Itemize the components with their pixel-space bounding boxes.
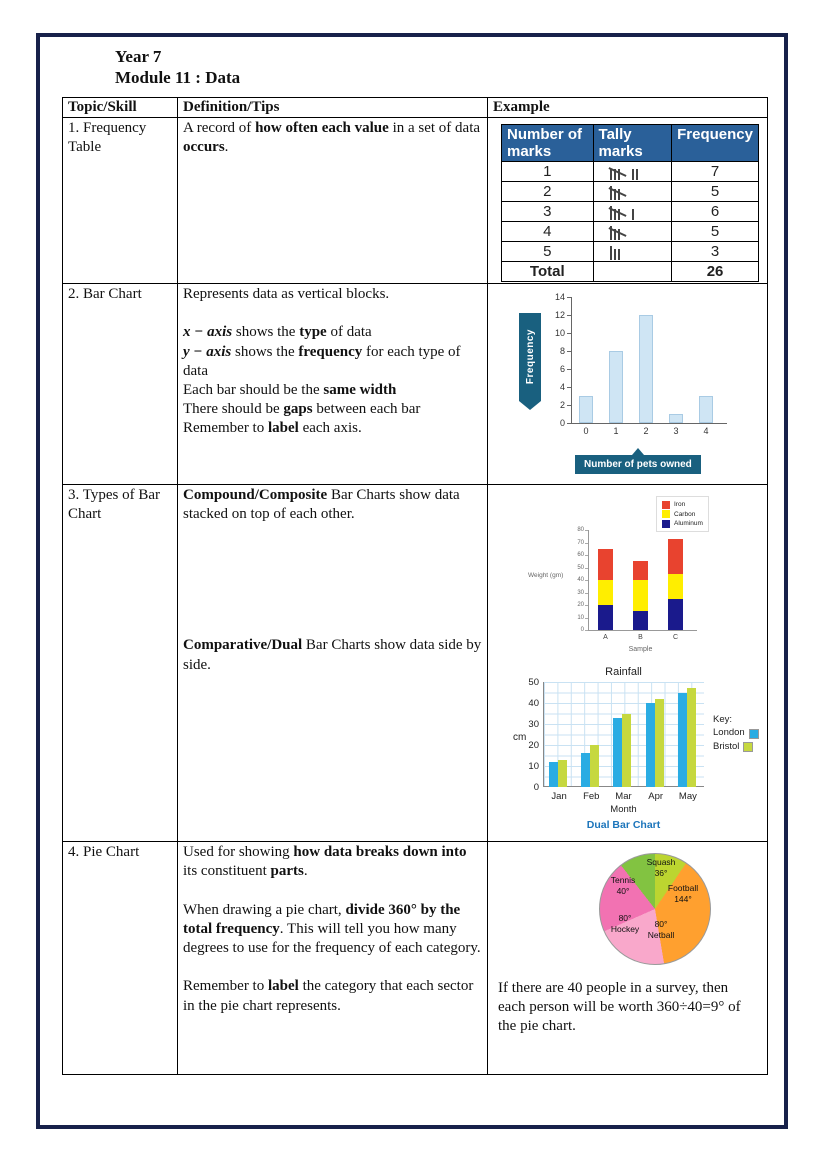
y-tick-label: 8 [559, 346, 565, 356]
legend [656, 496, 709, 532]
stack-segment [633, 580, 648, 611]
bar [639, 315, 653, 423]
freq-row [502, 182, 759, 202]
bar-chart-graphic [511, 287, 751, 483]
legend-label: Carbon [674, 510, 696, 518]
y-tick-label: 50 [528, 677, 539, 688]
legend-entry [713, 727, 759, 739]
x-tick-label: 0 [583, 426, 589, 436]
legend-swatch [743, 742, 753, 752]
freq-cell: 2 [502, 182, 594, 202]
stack-segment [598, 580, 613, 605]
x-tick-label: 1 [613, 426, 619, 436]
tally-group-of-five [610, 187, 625, 198]
tally-group-of-five [610, 207, 625, 218]
example-bar-chart [488, 284, 768, 485]
x-tick-label: Apr [648, 791, 664, 802]
compound-bar-chart-graphic [528, 496, 758, 658]
col-header-definition-tips: Definition/Tips [178, 98, 488, 118]
legend-swatch [662, 520, 670, 528]
row-pie-chart [63, 842, 768, 1075]
y-tick-label: 20 [577, 602, 584, 608]
chart-caption: Dual Bar Chart [586, 819, 661, 831]
bar [646, 703, 655, 787]
y-tick-label: 4 [559, 382, 565, 392]
pie-slice-label-squash: Squash 36° [646, 857, 676, 878]
stack-segment [668, 539, 683, 574]
bar [558, 760, 567, 787]
bar [678, 693, 687, 788]
y-tick-label: 50 [577, 564, 584, 571]
topic-bar-chart: 2. Bar Chart [63, 284, 178, 485]
legend-swatch [662, 510, 670, 518]
x-tick-label: 2 [643, 426, 649, 436]
y-tick-label: 40 [528, 698, 539, 709]
bar [687, 688, 696, 787]
y-tick-label: 10 [528, 761, 539, 772]
definition-types-bar-chart [178, 485, 488, 842]
tally-group-of-five [610, 227, 625, 238]
bar [590, 745, 599, 787]
legend [713, 714, 759, 753]
row-frequency-table [63, 118, 768, 284]
x-axis [571, 423, 727, 424]
y-tick-label: 12 [554, 310, 565, 320]
stack-segment [668, 574, 683, 599]
legend-label: London [713, 727, 745, 739]
stack-segment [598, 605, 613, 630]
freq-cell: 7 [672, 162, 759, 182]
pie-slice-label-football: Football 144° [667, 883, 699, 904]
freq-cell: 5 [502, 242, 594, 262]
freq-cell: 5 [672, 222, 759, 242]
y-tick-label: 14 [554, 292, 565, 302]
freq-cell: 1 [502, 162, 594, 182]
page-border [36, 33, 788, 1129]
doc-title-module: Module 11 : Data [115, 68, 241, 88]
y-tick-label: 10 [577, 614, 584, 621]
x-tick-label: Mar [615, 791, 632, 802]
freq-row [502, 222, 759, 242]
freq-cell [593, 262, 672, 282]
bar [622, 714, 631, 788]
legend-swatch [749, 729, 759, 739]
knowledge-organiser-table [62, 97, 768, 1075]
tally-singles [632, 207, 636, 218]
freq-cell: Total [502, 262, 594, 282]
definition-frequency-table: A record of how often each value in a set of data occurs. [178, 118, 488, 284]
topic-types-bar-chart: 3. Types of Bar Chart [63, 485, 178, 842]
definition-comparative: Comparative/Dual Bar Charts show data side by side. [183, 637, 482, 673]
bar [579, 396, 593, 423]
freq-cell: 4 [502, 222, 594, 242]
freq-col-header: Tally marks [593, 125, 672, 162]
x-axis [588, 630, 697, 631]
pie-example-note: If there are 40 people in a survey, then each person will be worth 360÷40=9° of the pie chart. [498, 980, 741, 1035]
document-title [115, 46, 784, 89]
row-bar-chart [63, 284, 768, 485]
freq-cell [593, 242, 672, 262]
legend-label: Iron [674, 501, 686, 508]
example-types-bar-chart [488, 485, 768, 842]
col-header-topic-skill: Topic/Skill [63, 98, 178, 118]
pie-chart-graphic [581, 851, 741, 971]
y-tick-label: 6 [559, 364, 565, 374]
definition-compound: Compound/Composite Bar Charts show data stacked on top of each other. [183, 487, 460, 523]
y-tick-label: 60 [577, 552, 584, 558]
pie-slice-label-hockey: 80° Hockey [610, 913, 640, 934]
y-axis-label-ribbon [519, 313, 541, 401]
stack-segment [668, 599, 683, 630]
freq-cell: 3 [672, 242, 759, 262]
bar [581, 753, 590, 787]
topic-pie-chart: 4. Pie Chart [63, 842, 178, 1075]
topic-frequency-table: 1. Frequency Table [63, 118, 178, 284]
y-tick-label: 10 [554, 328, 565, 338]
x-tick-label: B [638, 634, 643, 641]
chart-title: Rainfall [605, 666, 642, 678]
y-tick-label: 80 [577, 527, 584, 533]
y-tick-label: 0 [533, 782, 539, 793]
freq-cell [593, 222, 672, 242]
freq-cell: 6 [672, 202, 759, 222]
stack-segment [598, 549, 613, 580]
dual-bar-chart-graphic [507, 666, 769, 840]
legend-entry [662, 501, 703, 509]
freq-cell: 3 [502, 202, 594, 222]
y-axis [588, 530, 589, 630]
col-header-example: Example [488, 98, 768, 118]
example-pie-chart [488, 842, 768, 1075]
bar [655, 699, 664, 787]
x-tick-label: A [603, 634, 608, 641]
definition-pie-chart: Used for showing how data breaks down into its constituent parts. When drawing a pie chart, divide 360° by the total frequency. This will tell you how many degrees to use for the frequency of each category. Remember to label the category that each sector in the pie chart represents. [178, 842, 488, 1075]
legend-label: Bristol [713, 740, 740, 752]
y-axis-label: Weight (gm) [528, 572, 564, 579]
x-axis-label: Sample [628, 646, 653, 653]
x-tick-label: 3 [673, 426, 679, 436]
tally-singles [632, 167, 640, 178]
y-axis-label: Frequency [524, 329, 536, 385]
stack-segment [633, 611, 648, 630]
y-tick-label: 0 [580, 627, 584, 633]
legend-swatch [662, 501, 670, 509]
freq-row [502, 242, 759, 262]
y-axis [571, 297, 572, 423]
x-tick-label: May [678, 791, 697, 802]
tally-group-of-five [610, 167, 625, 178]
legend-entry [713, 741, 759, 753]
freq-cell [593, 202, 672, 222]
doc-title-year: Year 7 [115, 47, 162, 66]
y-tick-label: 30 [577, 589, 584, 596]
legend-entry [662, 510, 703, 518]
table-header-row [63, 98, 768, 118]
y-tick-label: 2 [559, 400, 565, 410]
y-axis-label: cm [513, 732, 527, 743]
freq-cell: 26 [672, 262, 759, 282]
pie-slice-label-netball: 80° Netball [647, 919, 675, 940]
freq-col-header: Number of marks [502, 125, 594, 162]
bar [609, 351, 623, 423]
x-tick-label: 4 [703, 426, 709, 436]
freq-row [502, 202, 759, 222]
x-axis-label: Month [610, 804, 637, 815]
frequency-table-graphic [501, 124, 759, 282]
stack-segment [633, 561, 648, 580]
example-frequency-table [488, 118, 768, 284]
bar [613, 718, 622, 787]
freq-cell [593, 162, 672, 182]
y-tick-label: 40 [577, 577, 584, 583]
legend-entry [662, 520, 703, 528]
x-tick-label: Feb [583, 791, 600, 802]
y-tick-label: 30 [528, 719, 539, 730]
bar [669, 414, 683, 423]
x-axis-label-ribbon: Number of pets owned [575, 455, 701, 474]
legend-title: Key: [713, 714, 733, 725]
definition-bar-chart: Represents data as vertical blocks. x − axis shows the type of data y − axis shows the frequency for each type of data Each bar should be the same width There should be gaps between each bar Remember to label each axis. [178, 284, 488, 485]
pie-slice-label-tennis: Tennis 40° [610, 875, 636, 896]
y-tick-label: 20 [528, 740, 539, 751]
bar [699, 396, 713, 423]
y-tick-label: 70 [577, 539, 584, 546]
y-tick-label: 0 [559, 418, 565, 428]
freq-cell: 5 [672, 182, 759, 202]
bar [549, 762, 558, 787]
freq-row [502, 262, 759, 282]
legend-label: Aluminum [674, 520, 703, 527]
x-tick-label: C [672, 634, 679, 641]
row-types-of-bar-chart [63, 485, 768, 842]
x-tick-label: Jan [551, 791, 567, 802]
freq-col-header: Frequency [672, 125, 759, 162]
freq-cell [593, 182, 672, 202]
freq-header-row [502, 125, 759, 162]
freq-row [502, 162, 759, 182]
